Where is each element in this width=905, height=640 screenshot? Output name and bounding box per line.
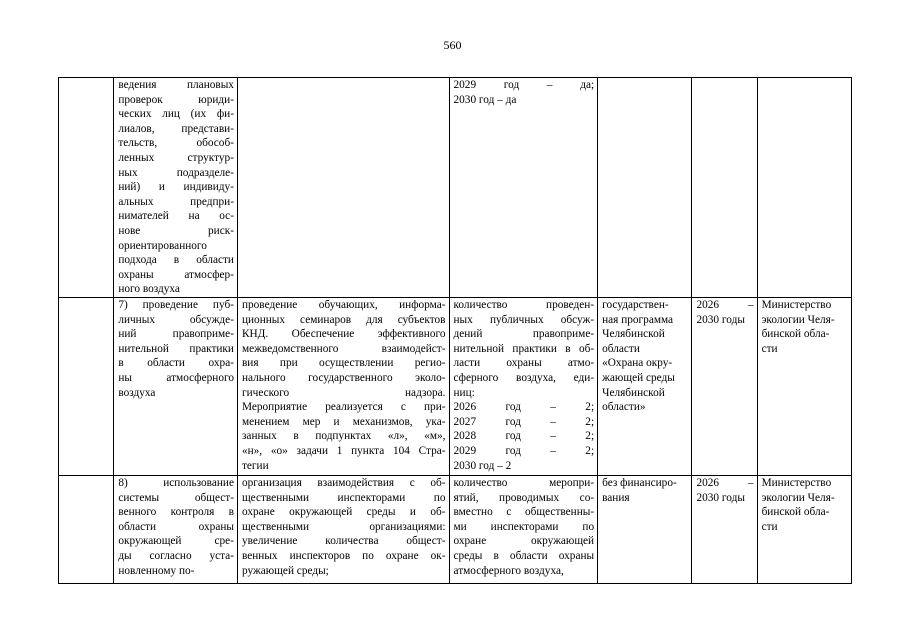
cell-line: ного воздуха: [118, 283, 180, 296]
content-cell: [237, 298, 449, 476]
cell-line: ми инспекторами по: [453, 520, 595, 533]
executor-cell: [757, 78, 851, 298]
cell-line: вания: [602, 491, 630, 504]
cell-line: государствен-: [602, 299, 669, 311]
cell-line: нове риск-: [118, 224, 234, 237]
cell-line: щественными организациями:: [241, 520, 446, 533]
cell-line: сферного воздуха, еди-: [453, 371, 595, 384]
cell-line: нального государственного эколо-: [241, 371, 446, 384]
cell-line: тегии: [241, 459, 269, 472]
cell-line: экологии Челя-: [761, 491, 835, 504]
cell-line: ленных структур-: [118, 151, 234, 164]
cell-line: бинской обла-: [761, 506, 830, 519]
period-cell: [692, 78, 757, 298]
cell-line: занных в подпунктах «л», «м»,: [241, 430, 446, 443]
cell-line: вместно с общественны-: [453, 506, 595, 519]
cell-line: ны атмосферного: [118, 371, 234, 384]
content-cell: [237, 476, 449, 584]
cell-line: 8) использование: [118, 477, 234, 489]
cell-line: охране окружающей: [453, 535, 595, 548]
cell-line: в области охра-: [118, 357, 234, 370]
cell-line: Министерство: [761, 477, 832, 489]
cell-line: 2026 –: [696, 299, 754, 311]
cell-line: Мероприятие реализуется с при-: [241, 401, 446, 414]
page-number: 560: [443, 38, 462, 52]
cell-line: 7) проведение пуб-: [118, 299, 234, 311]
cell-line: ориентированного: [118, 239, 207, 252]
cell-line: венных инспекторов по охране ок-: [241, 549, 446, 562]
cell-line: дений правоприме-: [453, 328, 595, 341]
cell-line: жающей среды: [602, 371, 675, 384]
cell-line: проведение обучающих, информа-: [241, 299, 446, 311]
cell-line: 2028 год – 2;: [453, 430, 595, 443]
cell-line: увеличение количества общест-: [241, 535, 446, 548]
cell-line: тельств, обособ-: [118, 137, 234, 150]
table-row: [59, 476, 852, 584]
cell-line: среды в области охраны: [453, 549, 595, 562]
cell-line: экологии Челя-: [761, 313, 835, 326]
cell-line: новленному по-: [118, 564, 195, 577]
cell-line: ческих лиц (их фи-: [118, 108, 234, 121]
cell-line: организация взаимодействия с об-: [241, 477, 446, 489]
cell-line: 2027 год – 2;: [453, 415, 595, 428]
cell-line: 2026 –: [696, 477, 754, 489]
cell-line: личных обсужде-: [118, 313, 234, 326]
cell-line: ных публичных обсуж-: [453, 313, 595, 326]
cell-line: нительной практики: [118, 342, 234, 355]
cell-line: альных предпри-: [118, 195, 234, 208]
event-cell: [114, 78, 238, 298]
cell-line: сти: [761, 342, 778, 355]
cell-line: 2026 год – 2;: [453, 401, 595, 414]
cell-line: 2030 год – 2: [453, 459, 512, 472]
cell-line: ружающей среды;: [241, 564, 329, 577]
cell-line: межведомственного взаимодейст-: [241, 342, 446, 355]
cell-line: «Охрана окру-: [602, 357, 673, 370]
indicator-cell: [449, 298, 598, 476]
cell-line: Министерство: [761, 299, 832, 311]
cell-line: количество проведен-: [453, 299, 595, 311]
cell-line: венного контроля в: [118, 506, 234, 519]
cell-line: «н», «о» задачи 1 пункта 104 Стра-: [241, 444, 446, 457]
measures-table: [58, 77, 852, 584]
source-cell: [598, 78, 692, 298]
cell-line: лиалов, представи-: [118, 122, 234, 135]
cell-line: менением мер и механизмов, ука-: [241, 415, 446, 428]
cell-line: нительной практики в об-: [453, 342, 595, 355]
cell-line: проверок юриди-: [118, 93, 234, 106]
cell-line: Челябинской: [602, 328, 665, 341]
cell-line: количество меропри-: [453, 477, 595, 489]
cell-line: Челябинской: [602, 386, 665, 399]
cell-line: воздуха: [118, 386, 156, 399]
cell-line: ционных семинаров для субъектов: [241, 313, 446, 326]
cell-line: 2029 год – да;: [453, 79, 595, 91]
cell-line: охраны атмосфер-: [118, 268, 234, 281]
cell-line: области охраны: [118, 520, 234, 533]
indicator-cell: [449, 78, 598, 298]
cell-line: вия при осуществлении регио-: [241, 357, 446, 370]
cell-line: гического надзора.: [241, 386, 446, 399]
cell-line: ных подразделе-: [118, 166, 234, 179]
cell-line: ний правопримe-: [118, 328, 234, 341]
cell-line: сти: [761, 520, 778, 533]
cell-line: охране окружающей среды и об-: [241, 506, 446, 519]
cell-line: области»: [602, 401, 646, 414]
cell-line: атмосферного воздуха,: [453, 564, 564, 577]
cell-line: ная программа: [602, 313, 674, 326]
table-row: [59, 78, 852, 298]
cell-line: бинской обла-: [761, 328, 830, 341]
event-cell: [114, 298, 238, 476]
cell-line: ниц:: [453, 386, 475, 399]
table-row: [59, 298, 852, 476]
cell-line: щественными инспекторами по: [241, 491, 446, 504]
cell-line: КНД. Обеспечение эффективного: [241, 328, 446, 341]
cell-line: ятий, проводимых со-: [453, 491, 595, 504]
cell-line: 2029 год – 2;: [453, 444, 595, 457]
cell-line: системы общест-: [118, 491, 234, 504]
cell-line: ды согласно уста-: [118, 549, 234, 562]
content-cell: [237, 78, 449, 298]
cell-line: нимателей на ос-: [118, 210, 234, 223]
source-cell: [598, 476, 692, 584]
cell-line: 2030 годы: [696, 491, 745, 504]
cell-line: ласти охраны атмо-: [453, 357, 595, 370]
cell-line: окружающей сре-: [118, 535, 234, 548]
number-cell: [59, 78, 114, 298]
number-cell: [59, 476, 114, 584]
executor-cell: [757, 476, 851, 584]
number-cell: [59, 298, 114, 476]
cell-line: области: [602, 342, 640, 355]
source-cell: [598, 298, 692, 476]
indicator-cell: [449, 476, 598, 584]
event-cell: [114, 476, 238, 584]
cell-line: без финансиро-: [602, 477, 677, 489]
cell-line: ний) и индивиду-: [118, 181, 234, 194]
period-cell: [692, 476, 757, 584]
cell-line: 2030 год – да: [453, 93, 517, 106]
cell-line: ведения плановых: [118, 79, 234, 91]
cell-line: 2030 годы: [696, 313, 745, 326]
executor-cell: [757, 298, 851, 476]
cell-line: подхода в области: [118, 254, 234, 267]
period-cell: [692, 298, 757, 476]
